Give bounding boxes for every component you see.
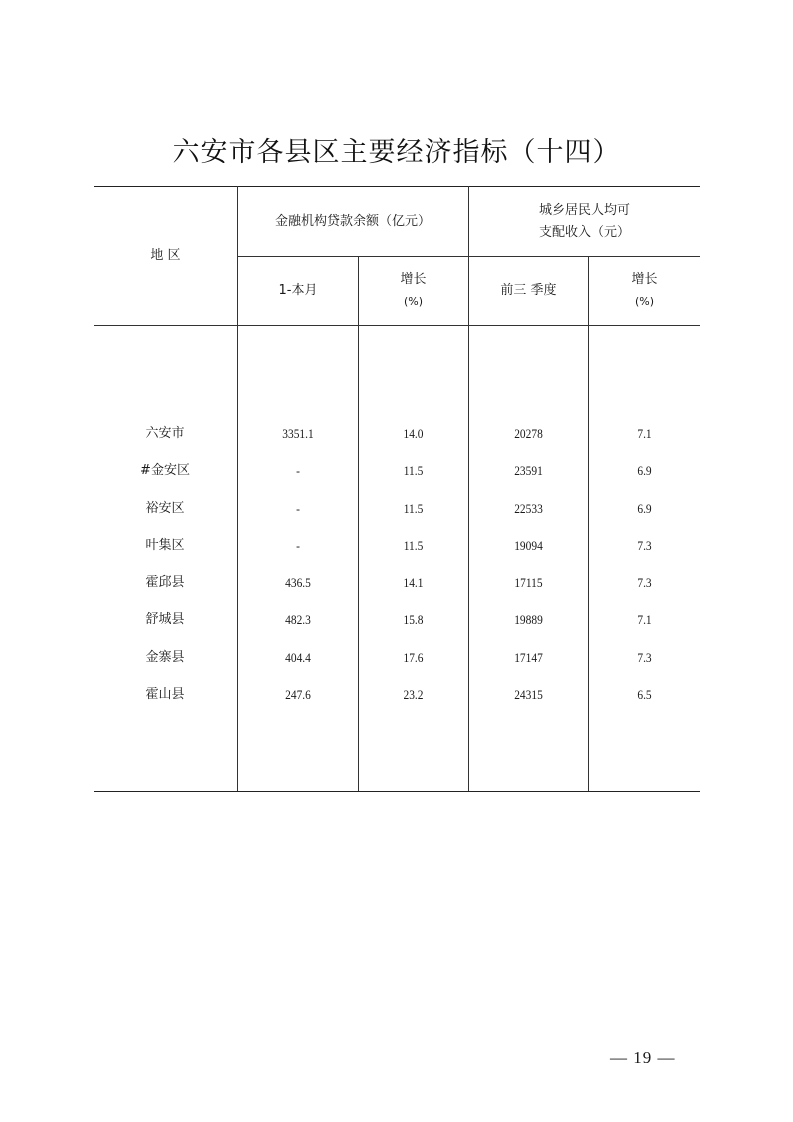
row-loan: 247.6 bbox=[285, 687, 311, 702]
col-divider-income bbox=[588, 256, 589, 791]
row-loan-growth: 14.1 bbox=[403, 575, 424, 590]
row-loan-growth: 11.5 bbox=[403, 538, 424, 553]
row-region: 金寨县 bbox=[145, 650, 185, 665]
header-region: 地 区 bbox=[150, 248, 181, 263]
row-loan-growth: 17.6 bbox=[403, 650, 424, 665]
row-income: 22533 bbox=[514, 501, 543, 516]
row-region: 裕安区 bbox=[145, 501, 185, 516]
row-income: 17147 bbox=[514, 650, 543, 665]
row-income: 20278 bbox=[514, 426, 543, 441]
header-loan-period: 1-本月 bbox=[278, 283, 318, 298]
header-bottom-rule bbox=[94, 325, 700, 326]
row-loan: - bbox=[296, 538, 300, 553]
header-income-period: 前三 季度 bbox=[500, 283, 557, 298]
row-loan-growth: 11.5 bbox=[403, 501, 424, 516]
row-income-growth: 7.3 bbox=[637, 538, 652, 553]
col-divider-loan bbox=[358, 256, 359, 791]
row-income-growth: 7.1 bbox=[637, 426, 652, 441]
row-region: 霍山县 bbox=[145, 687, 185, 702]
row-loan: 436.5 bbox=[285, 575, 311, 590]
row-income: 24315 bbox=[514, 687, 543, 702]
row-region: 霍邱县 bbox=[145, 575, 185, 590]
row-income: 17115 bbox=[514, 575, 543, 590]
row-region: 六安市 bbox=[145, 426, 185, 441]
row-loan: 482.3 bbox=[285, 612, 311, 627]
row-income: 19889 bbox=[514, 612, 543, 627]
row-income-growth: 7.1 bbox=[637, 612, 652, 627]
row-loan: - bbox=[296, 463, 300, 478]
row-income-growth: 6.9 bbox=[637, 501, 652, 516]
row-income: 23591 bbox=[514, 463, 543, 478]
table-bottom-rule bbox=[94, 791, 700, 792]
row-region: 叶集区 bbox=[145, 538, 185, 553]
row-region: 舒城县 bbox=[145, 612, 185, 627]
row-income-growth: 7.3 bbox=[637, 650, 652, 665]
row-loan-growth: 23.2 bbox=[403, 687, 424, 702]
header-loan-group: 金融机构贷款余额（亿元） bbox=[274, 213, 431, 229]
header-loan-growth: 增长 (%) bbox=[400, 272, 427, 308]
row-loan: 404.4 bbox=[285, 650, 311, 665]
page-title: 六安市各县区主要经济指标（十四） bbox=[172, 137, 621, 168]
header-income-group: 城乡居民人均可 支配收入（元） bbox=[538, 202, 630, 240]
row-income-growth: 7.3 bbox=[637, 575, 652, 590]
row-region: #金安区 bbox=[140, 463, 190, 478]
row-loan-growth: 15.8 bbox=[403, 612, 424, 627]
header-income-growth: 增长 (%) bbox=[631, 272, 658, 308]
row-loan-growth: 11.5 bbox=[403, 463, 424, 478]
page-number: — 19 — bbox=[610, 1048, 676, 1067]
row-income: 19094 bbox=[514, 538, 543, 553]
row-loan: 3351.1 bbox=[282, 426, 314, 441]
row-loan-growth: 14.0 bbox=[403, 426, 424, 441]
row-income-growth: 6.5 bbox=[637, 687, 652, 702]
row-income-growth: 6.9 bbox=[637, 463, 652, 478]
row-loan: - bbox=[296, 501, 300, 516]
